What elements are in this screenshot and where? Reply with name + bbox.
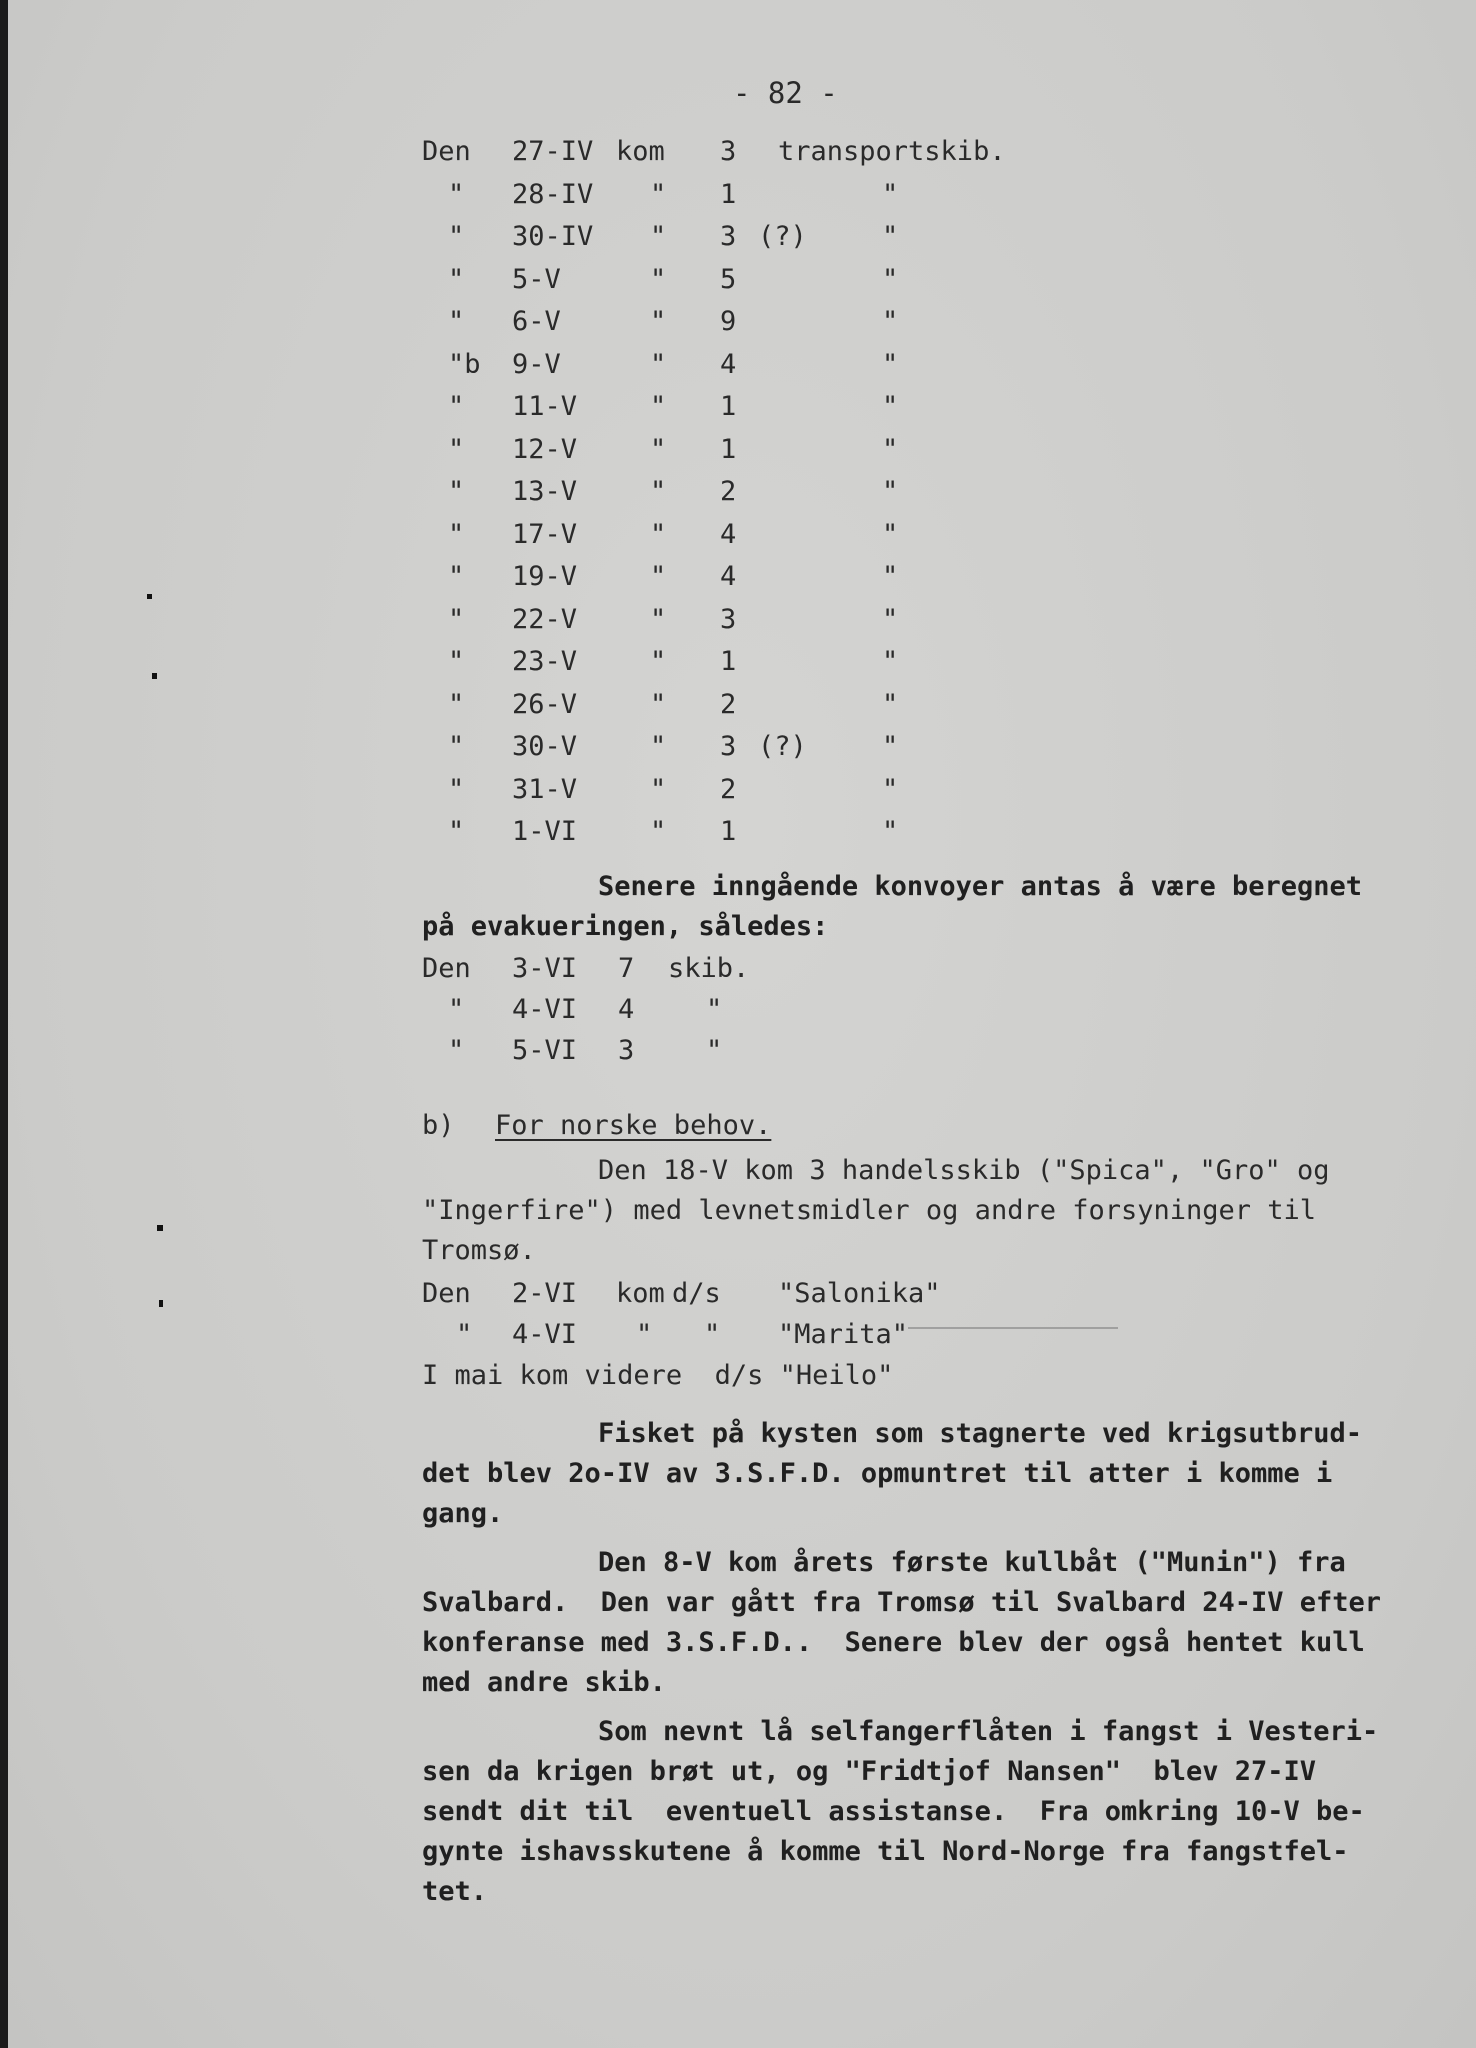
transport-row-prefix: " xyxy=(448,816,465,847)
transport-row-verb: " xyxy=(650,816,667,847)
transport-row-ditto: " xyxy=(882,306,899,337)
transport-row-date: 5-V xyxy=(512,263,561,295)
transport-row-prefix: " xyxy=(448,688,465,720)
transport-row-note: (?) xyxy=(758,221,807,252)
transport-row-date: 13-V xyxy=(512,476,578,507)
transport-row-ditto: " xyxy=(882,816,899,847)
transport-row-verb: " xyxy=(650,646,667,677)
transport-row-ditto: " xyxy=(882,561,899,592)
transport-row-prefix: " xyxy=(448,391,465,422)
norwegian-line-2: "Ingerfire") med levnetsmidler og andre forsyninger til xyxy=(422,1195,1317,1226)
transport-row-count: 2 xyxy=(720,688,737,720)
transport-row-verb: " xyxy=(650,221,667,252)
ships-row-date: 2-VI xyxy=(512,1278,578,1309)
transport-row-date: 9-V xyxy=(512,348,561,380)
transport-row-verb: " xyxy=(650,391,667,422)
transport-row-verb: kom xyxy=(616,136,665,167)
transport-row-prefix: " xyxy=(448,178,465,210)
transport-row-ditto: transportskib. xyxy=(778,136,1006,167)
transport-row-date: 19-V xyxy=(512,561,578,592)
transport-row-count: 9 xyxy=(720,306,737,337)
transport-row-date: 1-VI xyxy=(512,816,578,847)
transport-row-date: 22-V xyxy=(512,603,578,635)
transport-row-verb: " xyxy=(650,518,667,550)
margin-mark xyxy=(157,1225,163,1231)
transport-row-count: 1 xyxy=(720,646,737,677)
transport-row-ditto: " xyxy=(882,731,899,762)
transport-row-prefix: " xyxy=(448,433,465,465)
transport-row-prefix: " xyxy=(448,476,465,507)
transport-row-count: 2 xyxy=(720,773,737,805)
transport-row-ditto: " xyxy=(882,476,899,507)
convoy-row-count: 7 xyxy=(618,953,635,984)
transport-row-prefix: "b xyxy=(448,348,481,380)
ships-row-name: "Salonika" xyxy=(778,1278,941,1309)
transport-row-count: 4 xyxy=(720,561,737,592)
transport-row-ditto: " xyxy=(882,688,899,720)
transport-row-ditto: " xyxy=(882,263,899,295)
transport-row-count: 3 xyxy=(720,603,737,635)
transport-row-verb: " xyxy=(650,731,667,762)
transport-row-count: 4 xyxy=(720,518,737,550)
heilo-line: I mai kom videre d/s "Heilo" xyxy=(422,1360,894,1391)
coal-line-1: Den 8-V kom årets første kullbåt ("Munin") fra xyxy=(598,1547,1346,1578)
transport-row-verb: " xyxy=(650,306,667,337)
transport-row-prefix: Den xyxy=(422,136,471,167)
fishing-line-1: Fisket på kysten som stagnerte ved krigsutbrud- xyxy=(598,1418,1363,1449)
transport-row-ditto: " xyxy=(882,603,899,635)
sealing-line-5: tet. xyxy=(422,1876,488,1907)
transport-row-prefix: " xyxy=(448,263,465,295)
transport-row-date: 17-V xyxy=(512,518,578,550)
convoy-row-prefix: " xyxy=(448,994,465,1025)
transport-row-prefix: " xyxy=(448,603,465,635)
transport-row-verb: " xyxy=(650,348,667,380)
transport-row-prefix: " xyxy=(448,221,465,252)
ships-row-type: d/s xyxy=(672,1278,721,1309)
transport-row-verb: " xyxy=(650,688,667,720)
section-b-heading: For norske behov. xyxy=(495,1110,772,1141)
sealing-line-2: sen da krigen brøt ut, og "Fridtjof Nansen" blev 27-IV xyxy=(422,1756,1317,1787)
transport-row-verb: " xyxy=(650,476,667,507)
transport-row-date: 23-V xyxy=(512,646,578,677)
transport-row-date: 28-IV xyxy=(512,178,594,210)
ships-row-prefix: " xyxy=(456,1319,473,1350)
sealing-line-4: gynte ishavsskutene å komme til Nord-Norge fra fangstfel- xyxy=(422,1836,1349,1867)
transport-row-verb: " xyxy=(650,773,667,805)
page-number: - 82 - xyxy=(733,76,838,110)
transport-row-prefix: " xyxy=(448,518,465,550)
convoy-row-prefix: " xyxy=(448,1035,465,1066)
transport-row-count: 1 xyxy=(720,178,737,210)
transport-row-date: 12-V xyxy=(512,433,578,465)
margin-mark xyxy=(147,594,152,599)
convoy-row-date: 4-VI xyxy=(512,994,578,1025)
typewriter-strike-line xyxy=(908,1327,1118,1329)
transport-row-count: 5 xyxy=(720,263,737,295)
transport-row-prefix: " xyxy=(448,773,465,805)
transport-row-count: 1 xyxy=(720,391,737,422)
ships-row-date: 4-VI xyxy=(512,1319,578,1350)
ships-row-prefix: Den xyxy=(422,1278,471,1309)
transport-row-ditto: " xyxy=(882,518,899,550)
transport-row-ditto: " xyxy=(882,348,899,380)
transport-row-date: 26-V xyxy=(512,688,578,720)
transport-row-ditto: " xyxy=(882,773,899,805)
convoy-intro-line-1: Senere inngående konvoyer antas å være beregnet xyxy=(598,871,1363,902)
transport-row-prefix: " xyxy=(448,306,465,337)
transport-row-date: 30-V xyxy=(512,731,578,762)
transport-row-ditto: " xyxy=(882,646,899,677)
convoy-row-date: 3-VI xyxy=(512,953,578,984)
transport-row-count: 2 xyxy=(720,476,737,507)
convoy-row-unit: " xyxy=(706,994,723,1025)
section-b-marker: b) xyxy=(422,1110,455,1141)
transport-row-verb: " xyxy=(650,178,667,210)
norwegian-line-1: Den 18-V kom 3 handelsskib ("Spica", "Gro" og xyxy=(598,1155,1330,1186)
transport-row-count: 3 xyxy=(720,731,737,762)
ships-row-type: " xyxy=(704,1319,721,1350)
transport-row-count: 4 xyxy=(720,348,737,380)
convoy-row-unit: " xyxy=(706,1035,723,1066)
sealing-line-1: Som nevnt lå selfangerflåten i fangst i Vesteri- xyxy=(598,1716,1379,1747)
transport-row-prefix: " xyxy=(448,646,465,677)
transport-row-verb: " xyxy=(650,561,667,592)
convoy-row-date: 5-VI xyxy=(512,1035,578,1066)
coal-line-3: konferanse med 3.S.F.D.. Senere blev der også hentet kull xyxy=(422,1627,1365,1658)
ships-row-verb: " xyxy=(636,1319,653,1350)
transport-row-ditto: " xyxy=(882,391,899,422)
transport-row-ditto: " xyxy=(882,221,899,252)
transport-row-date: 30-IV xyxy=(512,221,594,252)
norwegian-line-3: Tromsø. xyxy=(422,1235,536,1266)
fishing-line-2: det blev 2o-IV av 3.S.F.D. opmuntret til atter i komme i xyxy=(422,1458,1333,1489)
ships-row-name: "Marita" xyxy=(778,1319,909,1350)
ships-row-verb: kom xyxy=(616,1278,665,1309)
convoy-intro-line-2: på evakueringen, således: xyxy=(422,911,829,942)
transport-row-prefix: " xyxy=(448,731,465,762)
coal-line-4: med andre skib. xyxy=(422,1667,666,1698)
transport-row-count: 1 xyxy=(720,433,737,465)
transport-row-verb: " xyxy=(650,263,667,295)
transport-row-count: 3 xyxy=(720,221,737,252)
transport-row-date: 27-IV xyxy=(512,136,594,167)
document-page xyxy=(8,0,1476,2048)
coal-line-2: Svalbard. Den var gått fra Tromsø til Svalbard 24-IV efter xyxy=(422,1587,1382,1618)
transport-row-count: 3 xyxy=(720,136,737,167)
transport-row-date: 6-V xyxy=(512,306,561,337)
transport-row-date: 11-V xyxy=(512,391,578,422)
transport-row-count: 1 xyxy=(720,816,737,847)
convoy-row-prefix: Den xyxy=(422,953,471,984)
transport-row-ditto: " xyxy=(882,433,899,465)
transport-row-date: 31-V xyxy=(512,773,578,805)
fishing-line-3: gang. xyxy=(422,1498,504,1529)
convoy-row-count: 4 xyxy=(618,994,635,1025)
margin-mark xyxy=(159,1300,163,1307)
margin-mark xyxy=(152,673,157,679)
transport-row-verb: " xyxy=(650,433,667,465)
transport-row-prefix: " xyxy=(448,561,465,592)
convoy-row-unit: skib. xyxy=(668,953,750,984)
transport-row-ditto: " xyxy=(882,178,899,210)
transport-row-verb: " xyxy=(650,603,667,635)
convoy-row-count: 3 xyxy=(618,1035,635,1066)
sealing-line-3: sendt dit til eventuell assistanse. Fra omkring 10-V be- xyxy=(422,1796,1365,1827)
transport-row-note: (?) xyxy=(758,731,807,762)
